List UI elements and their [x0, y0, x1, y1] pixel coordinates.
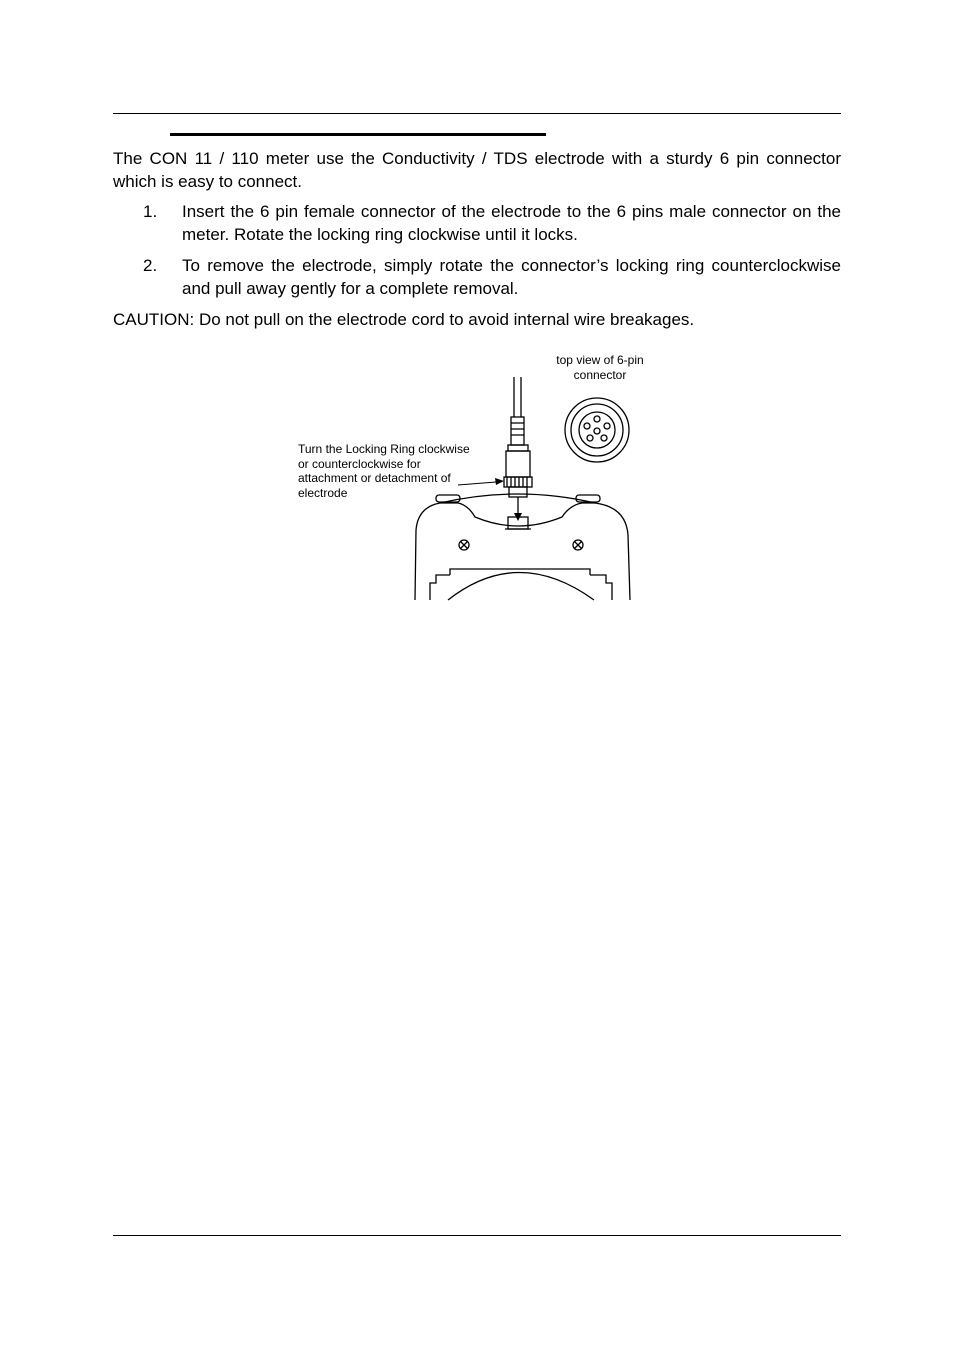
list-text: Insert the 6 pin female connector of the electrode to the 6 pins male connector on the meter. Rotate the locking ring clockwise until it locks.: [182, 202, 841, 244]
footer-rule: [113, 1235, 841, 1236]
locking-ring-label: Turn the Locking Ring clockwise or counterclockwise for attachment or detachment of electrode: [298, 442, 470, 500]
header-rule: [113, 113, 841, 114]
section-heading-bar: [170, 133, 546, 136]
list-number: 1.: [143, 202, 158, 221]
caution-text: CAUTION: Do not pull on the electrode cord to avoid internal wire breakages.: [113, 310, 695, 329]
connector-top-view-label: top view of 6-pin connector: [556, 353, 644, 382]
electrode-connection-figure: [290, 345, 670, 605]
list-number: 2.: [143, 256, 158, 275]
intro-paragraph: The CON 11 / 110 meter use the Conductivity / TDS electrode with a sturdy 6 pin connector which is easy to connect.: [113, 149, 841, 191]
list-text: To remove the electrode, simply rotate the connector’s locking ring counterclockwise and pull away gently for a complete removal.: [182, 256, 841, 298]
